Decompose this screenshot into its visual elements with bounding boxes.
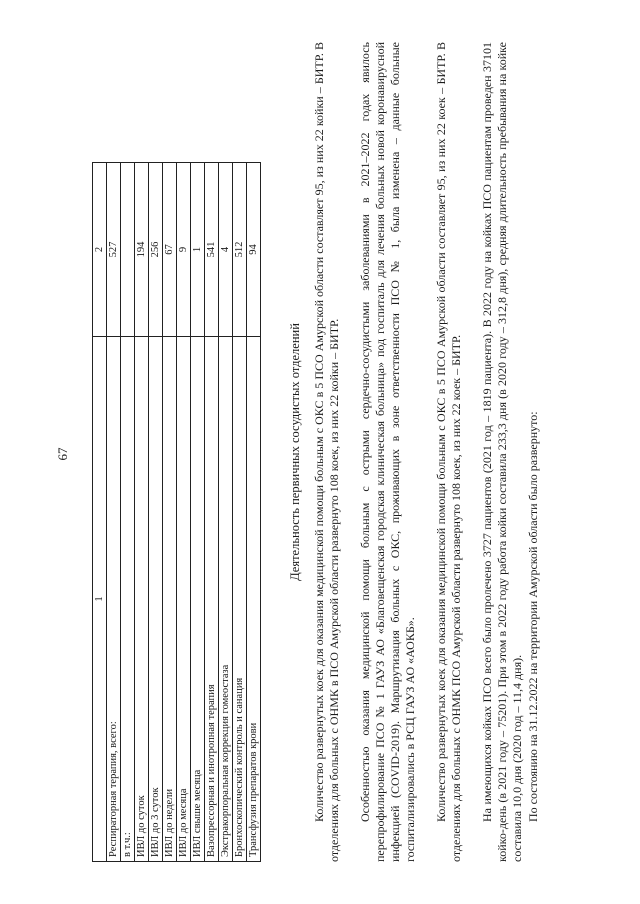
row-label: Бронхоскопический контроль и санация <box>233 337 247 862</box>
row-label: Респираторная терапия, всего: <box>107 337 121 862</box>
row-label: ИВЛ до месяца <box>177 337 191 862</box>
table-row <box>191 163 205 862</box>
row-value: 527 <box>107 163 121 337</box>
row-value: 541 <box>205 163 219 337</box>
table-row <box>177 163 191 862</box>
paragraph: Особенностью оказания медицинской помощи больным с острыми сердечно-сосудистыми заболеваниями в 2021–2022 годах явилось перепрофилирование ПСО № 1 ГАУЗ АО «Благовещенская городская клиническая больница» под госпиталь для лечения больных новой коронавирусной инфекцией (COVID-2019). Маршрутизация больных с ОКС, проживающих в зоне ответственности ПСО № 1, была изменена – данные больные госпитализировались в РСЦ ГАУЗ АО «АОКБ». <box>358 42 417 862</box>
row-value: 67 <box>163 163 177 337</box>
row-label: в т.ч.: <box>121 337 135 862</box>
statistics-table <box>92 162 261 862</box>
rotated-content <box>92 42 572 862</box>
row-label: ИВЛ свыше месяца <box>191 337 205 862</box>
table-row <box>233 163 247 862</box>
row-value: 512 <box>233 163 247 337</box>
row-value: 94 <box>247 163 261 337</box>
table-row <box>205 163 219 862</box>
row-label: Экстракорпоральная коррекция гомеостаза <box>219 337 233 862</box>
table-header-cell: 1 <box>93 337 107 862</box>
row-label: Вазопрессорная и инотропная терапия <box>205 337 219 862</box>
page-number: 67 <box>55 447 70 461</box>
table-row <box>149 163 163 862</box>
paragraph: Количество развернутых коек для оказания медицинской помощи больным с ОКС в 5 ПСО Амурской области составляет 95, из них 22 коек – БИТР. В отделениях для больных с ОНМК ПСО Амурской области развернуто 108 коек, из них 22 коек – БИТР. <box>434 42 463 862</box>
table-row <box>219 163 233 862</box>
row-value <box>121 163 135 337</box>
row-value: 256 <box>149 163 163 337</box>
paragraph: По состоянию на 31.12.2022 на территории Амурской области было развернуто: <box>526 411 540 822</box>
row-value: 1 <box>191 163 205 337</box>
paragraph: На имеющихся койках ПСО всего было пролечено 3727 пациентов (2021 год – 1819 пациента). В 2022 году на койках ПСО пациентам проведен 37101 койко-день (в 2021 году – 75201). При этом в 2022 году работа койки составила 233,3 дня (в 2020 году – 312,8 дня), средняя длительность пребывания на койке составила 10,0 дня (2020 год – 11,4 дня). <box>480 42 524 862</box>
row-label: ИВЛ до 3 суток <box>149 337 163 862</box>
table-row <box>163 163 177 862</box>
row-label: ИВЛ до недели <box>163 337 177 862</box>
table-row <box>247 163 261 862</box>
section-heading: Деятельность первичных сосудистых отделений <box>288 323 302 581</box>
table-header-row <box>93 163 107 862</box>
table-row <box>135 163 149 862</box>
row-value: 4 <box>219 163 233 337</box>
table-row <box>121 163 135 862</box>
table-row <box>107 163 121 862</box>
row-label: ИВЛ до суток <box>135 337 149 862</box>
row-value: 9 <box>177 163 191 337</box>
table-header-cell: 2 <box>93 163 107 337</box>
row-value: 194 <box>135 163 149 337</box>
row-label: Трансфузия препаратов крови <box>247 337 261 862</box>
paragraph: Количество развернутых коек для оказания медицинской помощи больным с ОКС в 5 ПСО Амурской области составляет 95, из них 22 койки – БИТР. В отделениях для больных с ОНМК в ПСО Амурской области развернуто 108 коек, из них 22 койки – БИТР. <box>312 42 341 862</box>
